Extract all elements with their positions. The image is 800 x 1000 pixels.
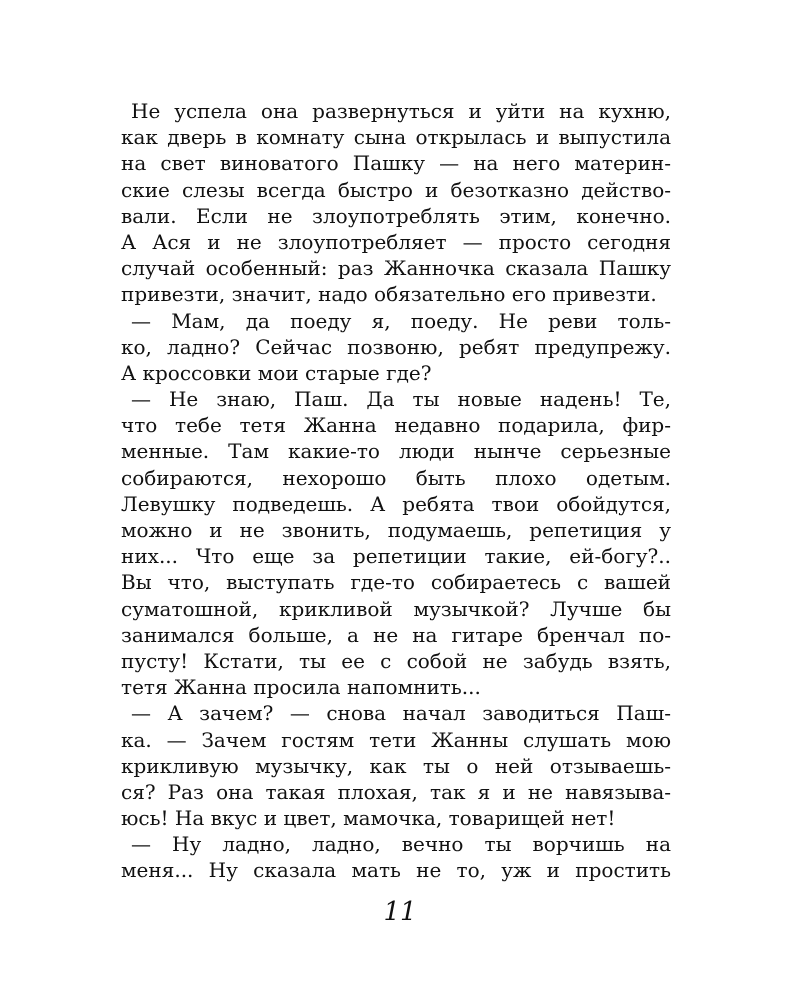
text-line: привезти, значит, надо обязательно его привезти. — [121, 282, 657, 307]
text-line: Не успела она развернуться и уйти на кухню, — [131, 99, 671, 123]
text-line: тетя Жанна просила напомнить... — [121, 675, 481, 700]
text-line: вали. Если не злоупотреблять этим, конечно. — [121, 203, 671, 228]
text-line: занимался больше, а не на гитаре бренчал по- — [121, 622, 671, 647]
text-line: пусту! Кстати, ты ее с собой не забудь взять, — [121, 648, 671, 673]
text-line: них... Что еще за репетиции такие, ей-богу?.. — [121, 544, 671, 569]
text-line: на свет виноватого Пашку — на него материн- — [121, 151, 671, 176]
page-number: 11 — [383, 897, 417, 927]
text-line: менные. Там какие-то люди нынче серьезные — [121, 439, 671, 464]
text-line: случай особенный: раз Жанночка сказала Пашку — [121, 256, 671, 281]
text-line: — Ну ладно, ладно, вечно ты ворчишь на — [131, 832, 671, 857]
text-line: что тебе тетя Жанна недавно подарила, фир- — [121, 413, 671, 438]
text-line: юсь! На вкус и цвет, мамочка, товарищей нет! — [121, 806, 616, 831]
paragraph — [121, 831, 671, 883]
text-line: ко, ладно? Сейчас позвоню, ребят предупрежу. — [121, 334, 671, 359]
text-line: Левушку подведешь. А ребята твои обойдутся, — [121, 491, 671, 516]
text-line: меня... Ну сказала мать не то, уж и простить — [121, 858, 671, 883]
text-line: — А зачем? — снова начал заводиться Паш- — [131, 701, 671, 726]
text-line: как дверь в комнату сына открылась и выпустила — [121, 125, 671, 150]
text-line: А Ася и не злоупотребляет — просто сегодня — [121, 229, 671, 254]
text-line: ся? Раз она такая плохая, так я и не навязыва- — [121, 779, 671, 804]
paragraph — [121, 98, 671, 308]
paragraph — [121, 386, 671, 700]
text-line: суматошной, крикливой музычкой? Лучше бы — [121, 596, 671, 621]
text-line: — Не знаю, Паш. Да ты новые надень! Те, — [131, 387, 671, 412]
text-line: можно и не звонить, подумаешь, репетиция у — [121, 518, 671, 542]
text-line: крикливую музычку, как ты о ней отзываешь- — [121, 753, 671, 778]
text-line: собираются, нехорошо быть плохо одетым. — [121, 465, 671, 490]
paragraph — [121, 700, 671, 831]
paragraph — [121, 308, 671, 387]
text-line: ка. — Зачем гостям тети Жанны слушать мою — [121, 727, 671, 752]
text-line: Вы что, выступать где-то собираетесь с вашей — [121, 570, 671, 595]
text-line: — Мам, да поеду я, поеду. Не реви толь- — [131, 308, 671, 333]
text-line: ские слезы всегда быстро и безотказно действо- — [121, 177, 671, 202]
body-text — [121, 98, 671, 884]
text-line: А кроссовки мои старые где? — [121, 360, 432, 385]
